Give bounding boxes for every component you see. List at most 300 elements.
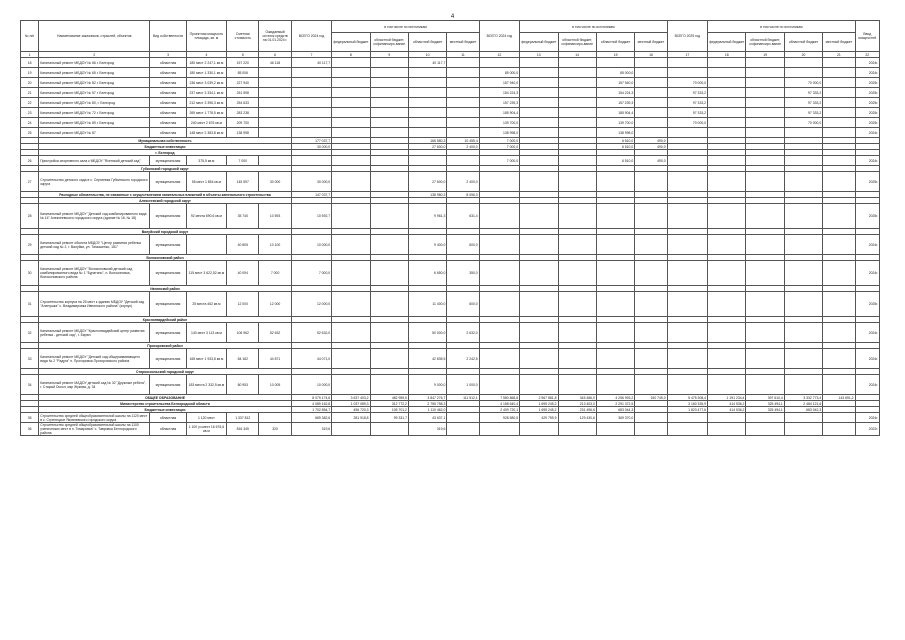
balance-cell bbox=[259, 88, 291, 98]
amount-cell bbox=[447, 118, 479, 128]
amount-cell bbox=[447, 98, 479, 108]
amount-cell bbox=[447, 68, 479, 78]
table-row bbox=[21, 172, 880, 192]
amount-cell: 97 333,2 bbox=[667, 98, 707, 108]
amount-cell: 414 536,2 bbox=[708, 401, 746, 407]
cost-cell: 283 238 bbox=[227, 108, 259, 118]
amount-cell: 281 918,8 bbox=[332, 413, 370, 423]
amount-cell bbox=[447, 108, 479, 118]
amount-cell bbox=[291, 68, 331, 78]
amount-cell: 490,0 bbox=[635, 144, 667, 150]
row-number: 30 bbox=[21, 261, 39, 286]
amount-cell: 10 000,0 bbox=[291, 375, 331, 395]
cost-cell: 7 000 bbox=[227, 156, 259, 166]
amount-cell bbox=[332, 58, 370, 68]
amount-cell bbox=[520, 423, 558, 436]
amount-cell bbox=[667, 292, 707, 317]
amount-cell bbox=[520, 156, 558, 166]
group-label: Министерство строительства Белгородской области bbox=[39, 401, 292, 407]
ownership-cell: областная bbox=[150, 68, 186, 78]
year-cell: 2025г. bbox=[855, 118, 879, 128]
amount-cell: 600,0 bbox=[447, 235, 479, 255]
amount-cell: 312 772,2 bbox=[370, 401, 408, 407]
amount-cell bbox=[784, 423, 822, 436]
object-name: Капитальный ремонт МБДОУ № 72 г. Белгород bbox=[39, 108, 150, 118]
header-group-2024b: в том числе по источникам bbox=[520, 21, 668, 33]
amount-cell bbox=[370, 323, 408, 343]
capacity-cell: 237 мест 3 334,1 кв.м bbox=[186, 88, 226, 98]
amount-cell bbox=[823, 292, 855, 317]
amount-cell bbox=[635, 58, 667, 68]
amount-cell: 7 580 868,8 bbox=[479, 395, 519, 401]
header-loc: местный бюджет bbox=[823, 33, 855, 52]
amount-cell: 129 430,6 bbox=[558, 413, 596, 423]
amount-cell bbox=[708, 349, 746, 369]
header-total-2024b: ВСЕГО 2024 год bbox=[479, 21, 519, 52]
amount-cell: 7 000,0 bbox=[291, 261, 331, 286]
group-label: Волоконовский район bbox=[39, 255, 292, 261]
balance-cell: 12 000 bbox=[259, 292, 291, 317]
amount-cell: 139 700,0 bbox=[596, 118, 634, 128]
amount-cell: 2 400,0 bbox=[447, 144, 479, 150]
amount-cell: 7 000,0 bbox=[479, 156, 519, 166]
amount-cell bbox=[479, 261, 519, 286]
object-name: Капитальный ремонт МБДОУ № 66 г. Белгород bbox=[39, 58, 150, 68]
amount-cell bbox=[708, 78, 746, 88]
cost-cell: 816 345 bbox=[227, 423, 259, 436]
amount-cell bbox=[408, 68, 446, 78]
amount-cell bbox=[635, 292, 667, 317]
amount-cell bbox=[823, 88, 855, 98]
amount-cell bbox=[596, 261, 634, 286]
row-number: 25 bbox=[21, 128, 39, 138]
amount-cell: 70 000,0 bbox=[784, 118, 822, 128]
amount-cell bbox=[332, 375, 370, 395]
table-body bbox=[21, 58, 880, 436]
amount-cell: 97 333,2 bbox=[784, 108, 822, 118]
amount-cell bbox=[746, 423, 784, 436]
table-row bbox=[21, 349, 880, 369]
amount-cell: 7 000,0 bbox=[479, 138, 519, 144]
amount-cell bbox=[635, 423, 667, 436]
amount-cell bbox=[784, 58, 822, 68]
amount-cell bbox=[784, 261, 822, 286]
amount-cell bbox=[332, 261, 370, 286]
balance-cell bbox=[259, 108, 291, 118]
amount-cell: 1 000,0 bbox=[447, 375, 479, 395]
header-name: Наименование заказчиков, отраслей, объектов bbox=[39, 21, 150, 52]
header-num: № п/п bbox=[21, 21, 39, 52]
amount-cell bbox=[708, 156, 746, 166]
amount-cell bbox=[667, 156, 707, 166]
column-number: 15 bbox=[596, 52, 634, 58]
object-name: Строительство средней общеобразовательной школы на 1120 мест в с. Стрелецкое Яковлевского городского округа bbox=[39, 413, 150, 423]
amount-cell bbox=[667, 423, 707, 436]
amount-cell: 6 510,0 bbox=[596, 144, 634, 150]
amount-cell: 1 695 245,2 bbox=[520, 407, 558, 413]
amount-cell bbox=[823, 98, 855, 108]
ownership-cell: муниципальная bbox=[150, 172, 186, 192]
amount-cell: 490,0 bbox=[635, 138, 667, 144]
column-number: 12 bbox=[479, 52, 519, 58]
table-row bbox=[21, 204, 880, 229]
amount-cell bbox=[635, 118, 667, 128]
amount-cell: 928 580,5 bbox=[479, 413, 519, 423]
ownership-cell: областная bbox=[150, 128, 186, 138]
cost-cell: 157 220 bbox=[227, 58, 259, 68]
amount-cell bbox=[332, 423, 370, 436]
amount-cell bbox=[520, 204, 558, 229]
amount-cell bbox=[746, 349, 784, 369]
amount-cell: 2 242,5 bbox=[447, 349, 479, 369]
table-row bbox=[21, 292, 880, 317]
object-name: Капитальный ремонт МБДОУ № 80, г. Белгород bbox=[39, 98, 150, 108]
balance-cell bbox=[259, 118, 291, 128]
amount-cell bbox=[408, 88, 446, 98]
amount-cell: 157 940,0 bbox=[596, 78, 634, 88]
amount-cell: 11 400,0 bbox=[408, 292, 446, 317]
amount-cell bbox=[332, 156, 370, 166]
year-cell: 2024г. bbox=[855, 375, 879, 395]
year-cell: 2024г. bbox=[855, 349, 879, 369]
amount-cell bbox=[408, 108, 446, 118]
amount-cell bbox=[823, 413, 855, 423]
amount-cell bbox=[520, 323, 558, 343]
amount-cell bbox=[332, 349, 370, 369]
row-number: 35 bbox=[21, 413, 39, 423]
amount-cell bbox=[708, 98, 746, 108]
amount-cell bbox=[370, 375, 408, 395]
amount-cell bbox=[596, 375, 634, 395]
object-name: Капитальный ремонт МБДОУ № 87 bbox=[39, 128, 150, 138]
row-number: 21 bbox=[21, 88, 39, 98]
amount-cell: 2 632,0 bbox=[447, 323, 479, 343]
column-number: 20 bbox=[784, 52, 822, 58]
amount-cell: 147 037,7 bbox=[291, 192, 331, 198]
amount-cell bbox=[667, 375, 707, 395]
amount-cell: 4 158 640,4 bbox=[479, 401, 519, 407]
table-row bbox=[21, 375, 880, 395]
amount-cell bbox=[370, 349, 408, 369]
row-number: 24 bbox=[21, 118, 39, 128]
header-fed: федеральный бюджет bbox=[332, 33, 370, 52]
amount-cell bbox=[558, 68, 596, 78]
ownership-cell: областная bbox=[150, 58, 186, 68]
amount-cell bbox=[635, 413, 667, 423]
balance-cell bbox=[259, 68, 291, 78]
amount-cell bbox=[667, 204, 707, 229]
amount-cell bbox=[823, 58, 855, 68]
cost-cell: 85 006 bbox=[227, 68, 259, 78]
table-row bbox=[21, 68, 880, 78]
amount-cell bbox=[635, 235, 667, 255]
amount-cell: 1 695 245,2 bbox=[520, 401, 558, 407]
amount-cell: 1 191 234,4 bbox=[708, 395, 746, 401]
amount-cell bbox=[520, 98, 558, 108]
table-row bbox=[21, 98, 880, 108]
amount-cell: 9 961,3 bbox=[408, 204, 446, 229]
amount-cell bbox=[635, 204, 667, 229]
amount-cell bbox=[332, 323, 370, 343]
amount-cell: 85 000,0 bbox=[596, 68, 634, 78]
year-cell: 2025г. bbox=[855, 98, 879, 108]
balance-cell: 44 871 bbox=[259, 349, 291, 369]
group-label: Муниципальная собственность bbox=[39, 138, 292, 144]
amount-cell bbox=[479, 172, 519, 192]
amount-cell: 157 940,0 bbox=[479, 78, 519, 88]
amount-cell: 70 000,0 bbox=[784, 78, 822, 88]
amount-cell: 30 000,0 bbox=[291, 144, 331, 150]
table-row bbox=[21, 156, 880, 166]
ownership-cell: областная bbox=[150, 98, 186, 108]
amount-cell: 482 959,5 bbox=[370, 395, 408, 401]
capacity-cell: 375,5 кв.м bbox=[186, 156, 226, 166]
row-number: 36 bbox=[21, 423, 39, 436]
amount-cell: 42 835,5 bbox=[408, 349, 446, 369]
capacity-cell: 180 мест 1 330,1 кв.м bbox=[186, 68, 226, 78]
amount-cell bbox=[596, 423, 634, 436]
header-total-2024: ВСЕГО 2024 год bbox=[291, 21, 331, 52]
header-fed: федеральный бюджет bbox=[708, 33, 746, 52]
amount-cell bbox=[708, 423, 746, 436]
cost-cell: 40 805 bbox=[227, 235, 259, 255]
amount-cell: 166 580,3 bbox=[408, 138, 446, 144]
column-number: 14 bbox=[558, 52, 596, 58]
cost-cell: 40 094 bbox=[227, 261, 259, 286]
amount-cell bbox=[635, 128, 667, 138]
header-fed: федеральный бюджет bbox=[520, 33, 558, 52]
header-ownership: Вид собственности bbox=[150, 21, 186, 52]
amount-cell: 154 224,3 bbox=[479, 88, 519, 98]
amount-cell: 9 000,0 bbox=[408, 375, 446, 395]
amount-cell bbox=[479, 323, 519, 343]
column-number: 19 bbox=[746, 52, 784, 58]
object-name: Строительство корпуса на 25 мест к зданию МБДОУ "Детский сад "Аленушка" с. Владимировка Ивнянского района" (корпус) bbox=[39, 292, 150, 317]
amount-cell: 325 494,1 bbox=[746, 401, 784, 407]
amount-cell bbox=[635, 172, 667, 192]
amount-cell bbox=[708, 292, 746, 317]
amount-cell bbox=[708, 58, 746, 68]
amount-cell bbox=[667, 413, 707, 423]
table-row bbox=[21, 108, 880, 118]
amount-cell bbox=[558, 78, 596, 88]
column-number: 16 bbox=[635, 52, 667, 58]
header-obl: областной бюджет bbox=[408, 33, 446, 52]
ownership-cell: муниципальная bbox=[150, 204, 186, 229]
amount-cell bbox=[635, 108, 667, 118]
amount-cell bbox=[746, 128, 784, 138]
amount-cell bbox=[823, 323, 855, 343]
capacity-cell: 180 мест 2 247,1 кв.м bbox=[186, 58, 226, 68]
amount-cell bbox=[596, 292, 634, 317]
row-number: 27 bbox=[21, 172, 39, 192]
year-cell: 2024г. bbox=[855, 235, 879, 255]
amount-cell bbox=[332, 128, 370, 138]
amount-cell bbox=[558, 423, 596, 436]
header-cofin: областной бюджет, софинансиро-вание bbox=[558, 33, 596, 52]
amount-cell: 490,0 bbox=[635, 156, 667, 166]
amount-cell bbox=[746, 58, 784, 68]
amount-cell bbox=[558, 128, 596, 138]
object-name: Капитальный ремонт МБДОУ № 65 г. Белгород bbox=[39, 68, 150, 78]
amount-cell bbox=[520, 68, 558, 78]
amount-cell bbox=[667, 349, 707, 369]
table-row bbox=[21, 423, 880, 436]
amount-cell: 12 000,0 bbox=[291, 292, 331, 317]
amount-cell: 43 637,1 bbox=[408, 413, 446, 423]
amount-cell bbox=[823, 172, 855, 192]
amount-cell bbox=[558, 118, 596, 128]
year-cell: 2025г. bbox=[855, 204, 879, 229]
amount-cell bbox=[520, 172, 558, 192]
amount-cell bbox=[408, 98, 446, 108]
row-number: 28 bbox=[21, 204, 39, 229]
amount-cell bbox=[746, 172, 784, 192]
amount-cell bbox=[479, 375, 519, 395]
amount-cell bbox=[520, 58, 558, 68]
amount-cell bbox=[784, 235, 822, 255]
table-row bbox=[21, 78, 880, 88]
amount-cell bbox=[558, 292, 596, 317]
amount-cell: 1 823 477,6 bbox=[667, 407, 707, 413]
header-obl: областной бюджет bbox=[784, 33, 822, 52]
year-cell: 2024г. bbox=[855, 323, 879, 343]
amount-cell bbox=[558, 261, 596, 286]
object-name: Капитальный ремонт МБДОУ "Детский сад комбинированного вида № 14" Алексеевского городского округа (здание № 16, № 18) bbox=[39, 204, 150, 229]
amount-cell: 2 291 372,5 bbox=[596, 401, 634, 407]
amount-cell bbox=[596, 58, 634, 68]
amount-cell bbox=[558, 98, 596, 108]
amount-cell bbox=[370, 261, 408, 286]
amount-cell bbox=[520, 88, 558, 98]
amount-cell bbox=[746, 375, 784, 395]
amount-cell bbox=[784, 204, 822, 229]
cost-cell: 254 633 bbox=[227, 98, 259, 108]
amount-cell bbox=[291, 108, 331, 118]
amount-cell bbox=[823, 349, 855, 369]
year-cell: 2024г. bbox=[855, 128, 879, 138]
amount-cell bbox=[558, 375, 596, 395]
amount-cell bbox=[746, 108, 784, 118]
cost-cell: 209 700 bbox=[227, 118, 259, 128]
column-number: 4 bbox=[186, 52, 226, 58]
amount-cell bbox=[596, 172, 634, 192]
amount-cell bbox=[479, 235, 519, 255]
amount-cell: 27 600,0 bbox=[408, 172, 446, 192]
amount-cell: 213 403,0 bbox=[558, 401, 596, 407]
group-label: Старооскольский городской округ bbox=[39, 369, 292, 375]
year-cell: 2025г. bbox=[855, 108, 879, 118]
amount-cell: 397 610,4 bbox=[746, 395, 784, 401]
amount-cell: 185 904,4 bbox=[596, 108, 634, 118]
amount-cell bbox=[408, 156, 446, 166]
amount-cell: 3 847 276,7 bbox=[408, 395, 446, 401]
amount-cell: 4 256 993,2 bbox=[596, 395, 634, 401]
ownership-cell: муниципальная bbox=[150, 323, 186, 343]
amount-cell bbox=[370, 108, 408, 118]
group-label: г. Белгород bbox=[39, 150, 292, 156]
amount-cell bbox=[823, 68, 855, 78]
cost-cell: 145 597 bbox=[227, 172, 259, 192]
amount-cell: 319,6 bbox=[291, 423, 331, 436]
balance-cell: 30 000 bbox=[259, 172, 291, 192]
amount-cell bbox=[408, 78, 446, 88]
column-number: 18 bbox=[708, 52, 746, 58]
amount-cell: 689 382,6 bbox=[291, 413, 331, 423]
capacity-cell: 1 100 уч.мест 16 676,6 кв.м bbox=[186, 423, 226, 436]
amount-cell bbox=[520, 235, 558, 255]
amount-cell: 138 998,0 bbox=[479, 128, 519, 138]
amount-cell bbox=[746, 413, 784, 423]
table-row bbox=[21, 128, 880, 138]
column-number: 8 bbox=[332, 52, 370, 58]
column-number: 21 bbox=[823, 52, 855, 58]
column-number: 1 bbox=[21, 52, 39, 58]
amount-cell bbox=[370, 204, 408, 229]
capacity-cell: 140 мест 3 113 кв.м bbox=[186, 323, 226, 343]
group-label: Прохоровский район bbox=[39, 343, 292, 349]
amount-cell bbox=[708, 128, 746, 138]
balance-cell: 7 000 bbox=[259, 261, 291, 286]
amount-cell bbox=[708, 118, 746, 128]
amount-cell bbox=[823, 261, 855, 286]
amount-cell: 70 000,0 bbox=[667, 78, 707, 88]
amount-cell bbox=[332, 68, 370, 78]
amount-cell: 40 117,7 bbox=[408, 58, 446, 68]
amount-cell: 3 160 335,9 bbox=[667, 401, 707, 407]
amount-cell: 111 512,1 bbox=[447, 395, 479, 401]
amount-cell bbox=[447, 413, 479, 423]
header-group-2024: в том числе по источникам bbox=[332, 21, 480, 33]
amount-cell: 2 967 881,8 bbox=[520, 395, 558, 401]
capacity-cell: 240 мест 2 676 кв.м bbox=[186, 118, 226, 128]
balance-cell: 320 bbox=[259, 423, 291, 436]
amount-cell bbox=[332, 108, 370, 118]
amount-cell bbox=[370, 235, 408, 255]
amount-cell: 177 037,7 bbox=[291, 138, 331, 144]
column-number: 2 bbox=[39, 52, 150, 58]
amount-cell bbox=[635, 349, 667, 369]
amount-cell bbox=[746, 78, 784, 88]
amount-cell bbox=[447, 128, 479, 138]
row-number: 18 bbox=[21, 58, 39, 68]
ownership-cell: муниципальная bbox=[150, 235, 186, 255]
year-cell: 2024г. bbox=[855, 261, 879, 286]
column-number: 9 bbox=[370, 52, 408, 58]
amount-cell bbox=[370, 156, 408, 166]
group-label: Алексеевский городской округ bbox=[39, 198, 292, 204]
amount-cell bbox=[823, 78, 855, 88]
amount-cell bbox=[823, 128, 855, 138]
amount-cell bbox=[291, 98, 331, 108]
amount-cell bbox=[408, 128, 446, 138]
investment-table bbox=[20, 20, 880, 436]
amount-cell bbox=[558, 108, 596, 118]
year-cell: 2024г. bbox=[855, 68, 879, 78]
cost-cell: 1 337 812 bbox=[227, 413, 259, 423]
object-name: Строительство средней общеобразовательной школы на 1100 ученических мест в п. Томаровка" с. Тавровка Белгородского района bbox=[39, 423, 150, 436]
amount-cell: 7 000,0 bbox=[479, 144, 519, 150]
amount-cell: 345 486,0 bbox=[558, 395, 596, 401]
amount-cell: 99 331,7 bbox=[370, 413, 408, 423]
amount-cell bbox=[635, 88, 667, 98]
amount-cell bbox=[479, 349, 519, 369]
object-name: Капитальный ремонт объекта МБДОУ "Центр развития ребенка детский сад № 2, г. Валуйки, ул. Тимошенко, 181" bbox=[39, 235, 150, 255]
amount-cell: 231 496,6 bbox=[558, 407, 596, 413]
group-label: Бюджетные инвестиции bbox=[39, 144, 292, 150]
amount-cell: 10 455,4 bbox=[447, 138, 479, 144]
amount-cell bbox=[332, 204, 370, 229]
